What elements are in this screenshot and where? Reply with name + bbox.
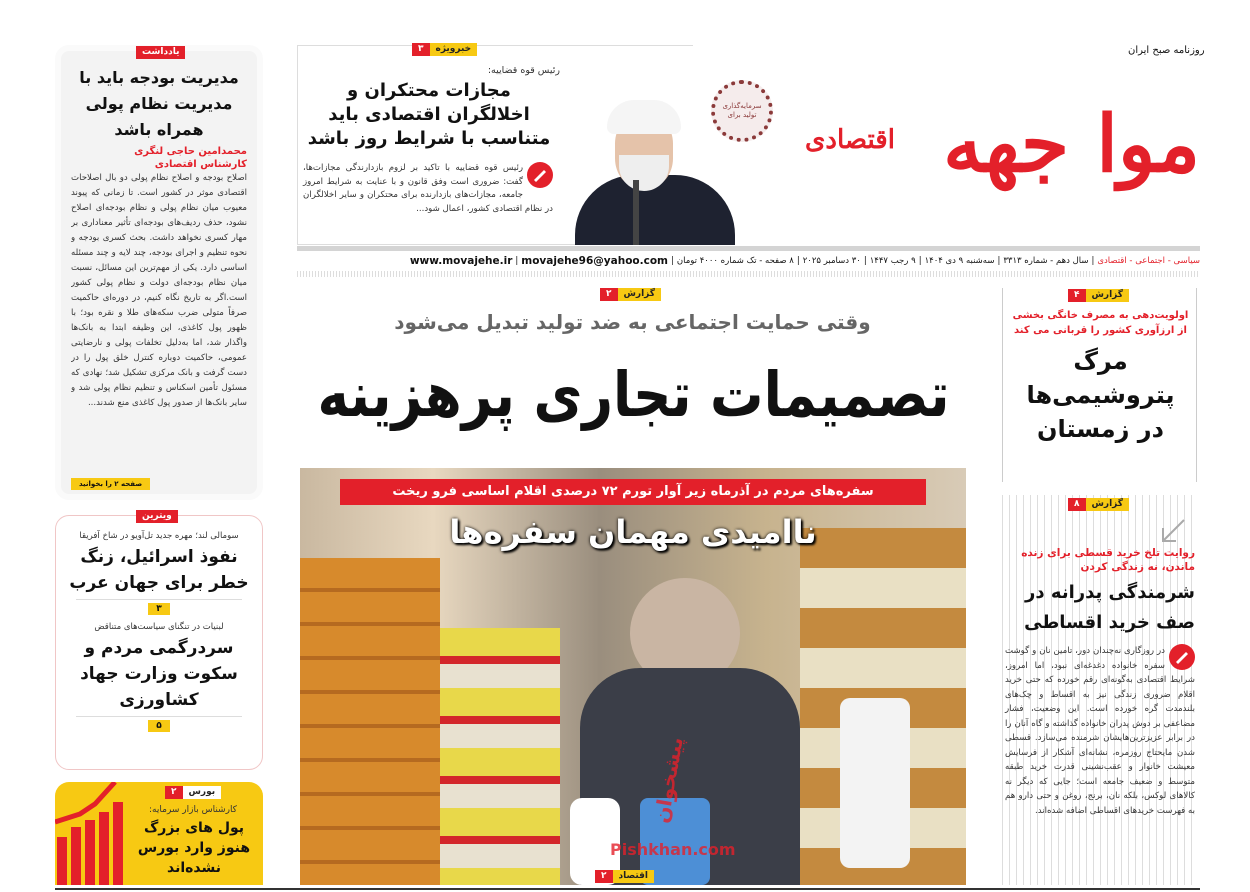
vitrin-item-2-page[interactable]: ۵ xyxy=(148,720,170,732)
top-news-body: رئیس قوه قضاییه با تاکید بر لزوم بازدارندگی مجازات‌ها، گفت: ضروری است وفق قانون و با عنایت به شرایط امروز جامعه، مجازات‌های بازدارنده برای محتکران و سایر اخلالگران در نظام اقتصادی کشور، اعمال شود... xyxy=(303,163,553,214)
right-top-tag: گزارش ۴ xyxy=(1068,289,1129,302)
right-bottom-title[interactable]: شرمندگی پدرانه در صف خرید اقساطی xyxy=(1024,582,1195,633)
editorial-tag: یادداشت xyxy=(136,46,185,59)
chief-justice-photo xyxy=(555,95,735,245)
bottom-rule xyxy=(55,888,1200,890)
masthead-tagline: روزنامه صبح ایران xyxy=(1128,45,1205,56)
right-bottom-kicker: روایت تلخ خرید قسطی برای زنده ماندن، نه زندگی کردن xyxy=(1021,547,1195,573)
market-photo xyxy=(300,468,966,885)
rising-chart-icon xyxy=(55,782,125,885)
right-bottom-tag: گزارش ۸ xyxy=(1068,498,1129,511)
hatch-divider xyxy=(297,271,1200,277)
masthead-seal xyxy=(711,80,773,142)
arrow-down-left-icon xyxy=(1160,518,1186,544)
vitrin-tag: ویترین xyxy=(136,510,178,523)
vitrin-item-1-kicker: سومالی لند؛ مهره جدید تل‌آویو در شاخ آفریقا xyxy=(79,531,239,541)
right-top-title[interactable]: مرگ پتروشیمی‌ها در زمستان xyxy=(1026,347,1175,443)
vitrin-item-2-title[interactable]: سردرگمی مردم و سکوت وزارت جهاد کشاورزی xyxy=(80,638,238,710)
right-bottom-body-wrap xyxy=(1005,644,1195,818)
vitrin-item-1-page[interactable]: ۳ xyxy=(148,603,170,615)
top-news-title[interactable]: مجازات محتکران و اخلالگران اقتصادی باید متناسب با شرایط روز باشد xyxy=(307,80,551,149)
info-bar-rule xyxy=(297,246,1200,251)
info-price: ۸ صفحه - تک شماره ۴۰۰۰ تومان xyxy=(676,255,794,266)
watermark: Pishkhan.com xyxy=(610,840,736,859)
bourse-box xyxy=(55,782,263,885)
editorial-author: محمدامین حاجی لنگری xyxy=(134,146,247,157)
info-date-persian: سه‌شنبه ۹ دی ۱۴۰۴ xyxy=(924,255,995,266)
info-bar: سیاسی - اجتماعی - اقتصادی | سال دهم - شماره ۳۳۱۳ | سه‌شنبه ۹ دی ۱۴۰۴ | ۹ رجب ۱۴۴۷ | ۳۰ دسامبر ۲۰۲۵ | ۸ صفحه - تک شماره ۴۰۰۰ تومان | movajehe96@yahoo.com | www.movajehe.ir xyxy=(409,254,1200,267)
watermark-fa: پیشخوان xyxy=(649,735,688,825)
lead-tag: گزارش ۲ xyxy=(600,288,661,301)
right-bottom-body: در روزگاری نه‌چندان دور، تامین نان و گوشت سفره خانواده دغدغه‌ای نبود، اما امروز، شرایط اقتصادی به‌گونه‌ای رقم خورده که حتی خرید اقلام ضروری زندگی نیز به اقساط و چک‌های بلندمدت گره خورده است. این وضعیت، فشار مضاعفی بر دوش پدران خانواده گذاشته و گاه آنان را در برابر عزیزترین‌هایشان شرمنده می‌سازد. قسطی شدن مایحتاج روزمره، نشانه‌ای آشکار از فرسایش معیشت خانوار و عقب‌نشینی قدرت خرید طبقه متوسط و ضعیف جامعه است؛ جایی که دیگر نه کالاهای لوکس، بلکه نان، برنج، روغن و حتی دارو هم به فهرست خریدهای اقساطی اضافه شده‌اند. xyxy=(1005,646,1195,816)
masthead-logo: موا جهه xyxy=(943,99,1200,190)
top-news-tag: خبرویژه ۳ xyxy=(412,43,477,56)
bourse-title[interactable]: پول های بزرگ هنوز وارد بورس نشده‌اند xyxy=(137,820,251,876)
masthead-subtitle: اقتصادی xyxy=(805,125,895,155)
info-website[interactable]: www.movajehe.ir xyxy=(409,254,513,267)
lead-headline-wrap xyxy=(297,345,969,445)
top-news-kicker: رئیس قوه قضاییه: xyxy=(487,65,560,76)
lead-headline[interactable]: تصمیمات تجاری پرهزینه xyxy=(316,358,950,431)
divider xyxy=(76,599,242,600)
bourse-tag: بورس ۲ xyxy=(165,786,221,799)
info-date-hijri: ۹ رجب ۱۴۴۷ xyxy=(869,255,916,266)
newspaper-logo-mark-icon xyxy=(1169,644,1195,670)
photo-story-tag: اقتصاد ۲ xyxy=(595,870,654,883)
newspaper-logo-mark-icon xyxy=(527,162,553,188)
vitrin-box xyxy=(55,511,263,770)
editorial-box xyxy=(55,45,263,500)
info-date-gregorian: ۳۰ دسامبر ۲۰۲۵ xyxy=(802,255,861,266)
photo-banner: سفره‌های مردم در آذرماه زیر آوار تورم ۷۲ درصدی اقلام اساسی فرو ریخت xyxy=(340,479,926,505)
info-category: سیاسی - اجتماعی - اقتصادی xyxy=(1097,255,1200,266)
photo-headline[interactable]: ناامیدی مهمان سفره‌ها xyxy=(449,513,817,551)
lead-kicker: وقتی حمایت اجتماعی به ضد تولید تبدیل می‌شود xyxy=(394,310,871,334)
vitrin-item-2-kicker: لبنیات در تنگنای سیاست‌های متناقض xyxy=(94,622,224,632)
bourse-kicker: کارشناس بازار سرمایه: xyxy=(149,805,237,815)
top-news-body-wrap xyxy=(303,162,553,216)
vitrin-item-1-title[interactable]: نفوذ اسرائیل، زنگ خطر برای جهان عرب xyxy=(69,547,249,593)
editorial-body: اصلاح بودجه و اصلاح نظام پولی دو بال اصلاحات اقتصادی موثر در کشور است. تا زمانی که پیوند معیوب میان نظام پولی و نظام بودجه‌ای اصلاح نشود، حذف ردیف‌های بودجه‌ای تأثیر معناداری بر مهار کسری نخواهد داشت. بحث کسری بودجه و نحوه تنظیم و اجرای بودجه، چند لایه و چند مسئله اساسی دارد. یکی از مهم‌ترین این مسائل، نسبت میان نظام بودجه‌ای دولت و نظام پولی کشور است.اگر به تاریخ نگاه کنیم، در دوره‌ای حاکمیت صرفاً متولی ضرب سکه‌های طلا و نقره بود؛ با ظهور پول کاغذی، این وظیفه ابتدا به بانک‌ها واگذار شد، اما به‌دلیل تخلفات پولی و نارضایتی عمومی، حاکمیت دوباره کنترل خلق پول را در دست گرفت و بانک مرکزی تشکیل شد؛ نهادی که مسئول تأمین اسکناس و تنظیم نظام پولی شد و سایر بانک‌ها از صدور پول کاغذی منع شدند... xyxy=(71,173,247,408)
info-issue: سال دهم - شماره ۳۳۱۳ xyxy=(1003,255,1089,266)
editorial-author-role: کارشناس اقتصادی xyxy=(154,159,247,170)
right-top-kicker: اولویت‌دهی به مصرف خانگی بخشی از ارزآوری کشور را قربانی می کند xyxy=(1012,310,1189,336)
editorial-title: مدیریت بودجه باید با مدیریت نظام پولی همراه باشد xyxy=(79,68,239,139)
editorial-more-link[interactable]: صفحه ۲ را بخوانید xyxy=(71,478,150,490)
info-email[interactable]: movajehe96@yahoo.com xyxy=(521,254,668,267)
divider xyxy=(76,716,242,717)
seal-text: سرمایه‌گذاری تولید برای xyxy=(722,102,762,119)
